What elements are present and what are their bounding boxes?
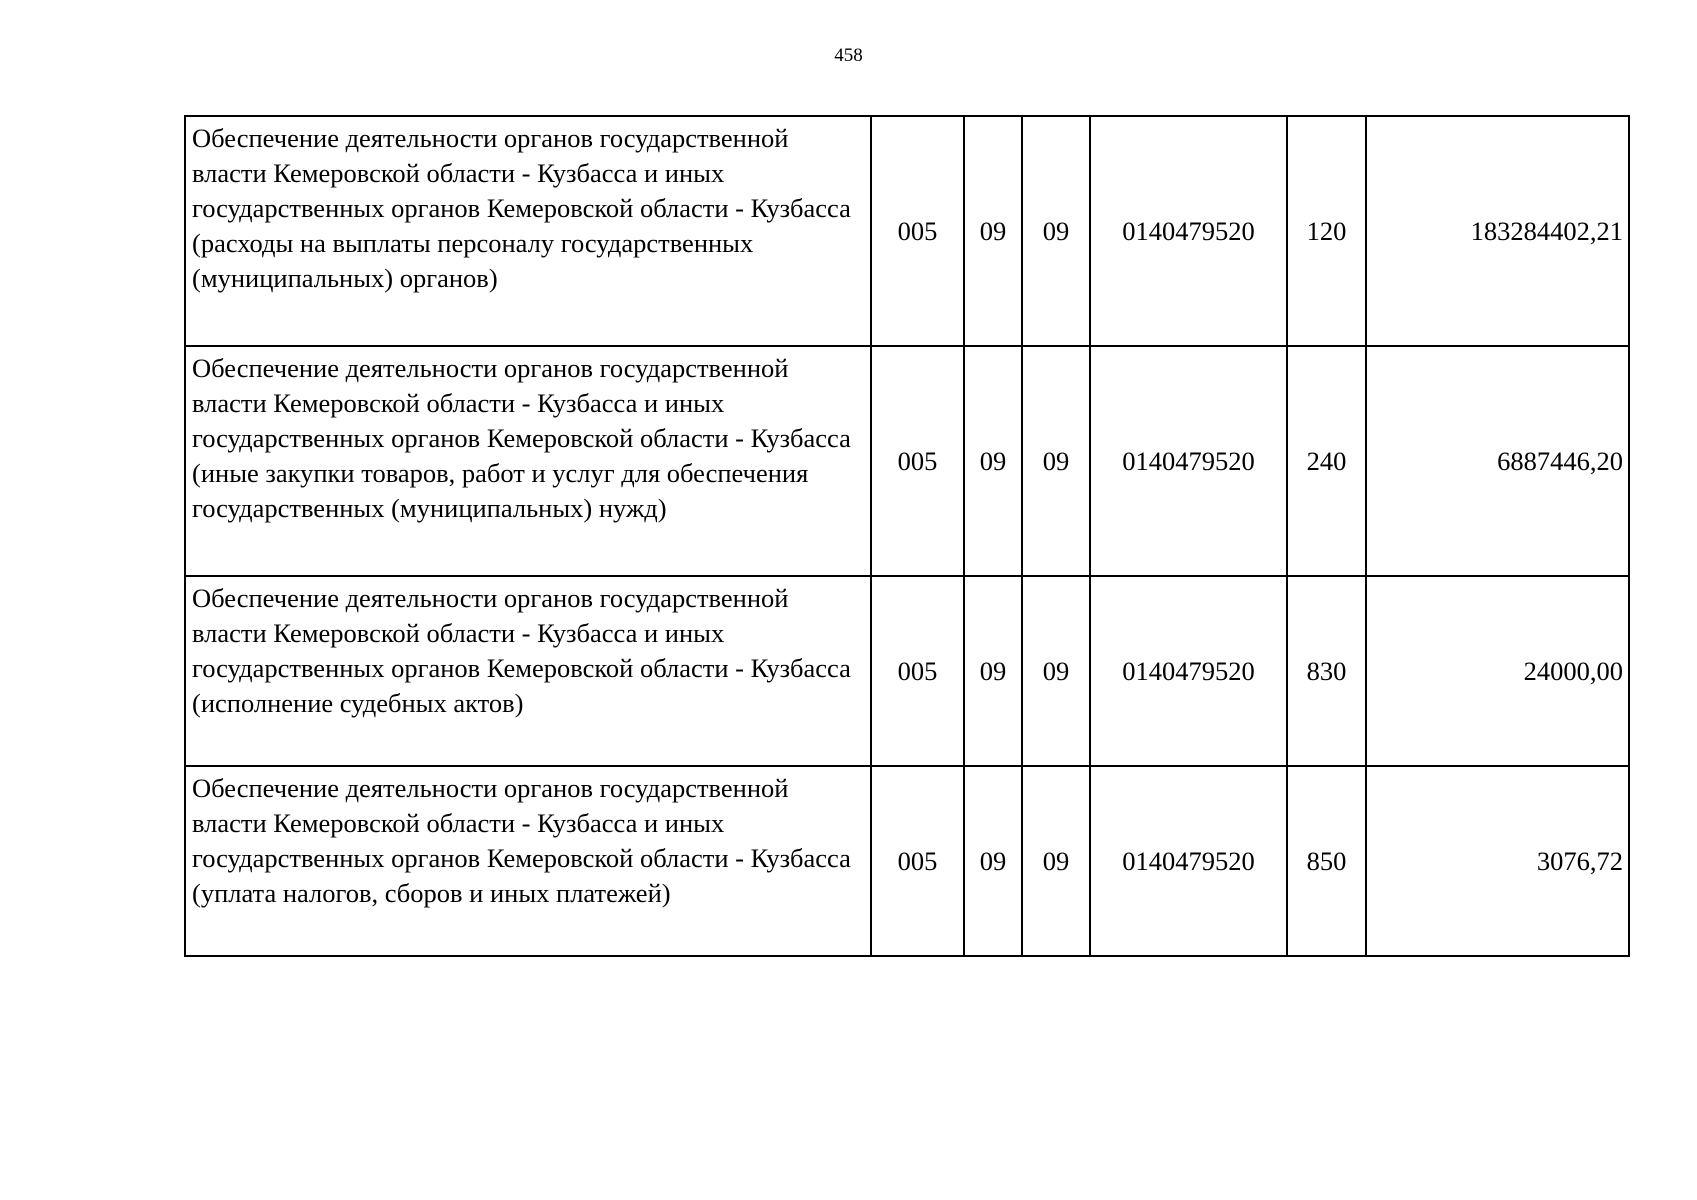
expense-type-code: 830 xyxy=(1287,576,1366,766)
row-description: Обеспечение деятельности органов государственной власти Кемеровской области - Кузбасса и иных государственных органов Кемеровской области - Кузбасса (расходы на выплаты персоналу государственных (муниципальных) органов) xyxy=(185,116,871,346)
row-description: Обеспечение деятельности органов государственной власти Кемеровской области - Кузбасса и иных государственных органов Кемеровской области - Кузбасса (уплата налогов, сборов и иных платежей) xyxy=(185,766,871,956)
table-row xyxy=(185,346,1629,576)
table-row xyxy=(185,766,1629,956)
amount-value: 3076,72 xyxy=(1366,766,1629,956)
ministry-code: 005 xyxy=(871,116,964,346)
ministry-code: 005 xyxy=(871,346,964,576)
subsection-code: 09 xyxy=(1022,576,1090,766)
budget-table xyxy=(184,115,1630,957)
amount-value: 183284402,21 xyxy=(1366,116,1629,346)
ministry-code: 005 xyxy=(871,576,964,766)
target-article-code: 0140479520 xyxy=(1090,766,1287,956)
row-description: Обеспечение деятельности органов государственной власти Кемеровской области - Кузбасса и иных государственных органов Кемеровской области - Кузбасса (исполнение судебных актов) xyxy=(185,576,871,766)
amount-value: 6887446,20 xyxy=(1366,346,1629,576)
section-code: 09 xyxy=(964,576,1022,766)
expense-type-code: 850 xyxy=(1287,766,1366,956)
page-number: 458 xyxy=(834,45,863,66)
row-description: Обеспечение деятельности органов государственной власти Кемеровской области - Кузбасса и иных государственных органов Кемеровской области - Кузбасса (иные закупки товаров, работ и услуг для обеспечения государственных (муниципальных) нужд) xyxy=(185,346,871,576)
subsection-code: 09 xyxy=(1022,346,1090,576)
amount-value: 24000,00 xyxy=(1366,576,1629,766)
target-article-code: 0140479520 xyxy=(1090,116,1287,346)
ministry-code: 005 xyxy=(871,766,964,956)
expense-type-code: 240 xyxy=(1287,346,1366,576)
subsection-code: 09 xyxy=(1022,766,1090,956)
section-code: 09 xyxy=(964,116,1022,346)
target-article-code: 0140479520 xyxy=(1090,346,1287,576)
target-article-code: 0140479520 xyxy=(1090,576,1287,766)
subsection-code: 09 xyxy=(1022,116,1090,346)
expense-type-code: 120 xyxy=(1287,116,1366,346)
section-code: 09 xyxy=(964,346,1022,576)
table-row xyxy=(185,576,1629,766)
section-code: 09 xyxy=(964,766,1022,956)
table-row xyxy=(185,116,1629,346)
